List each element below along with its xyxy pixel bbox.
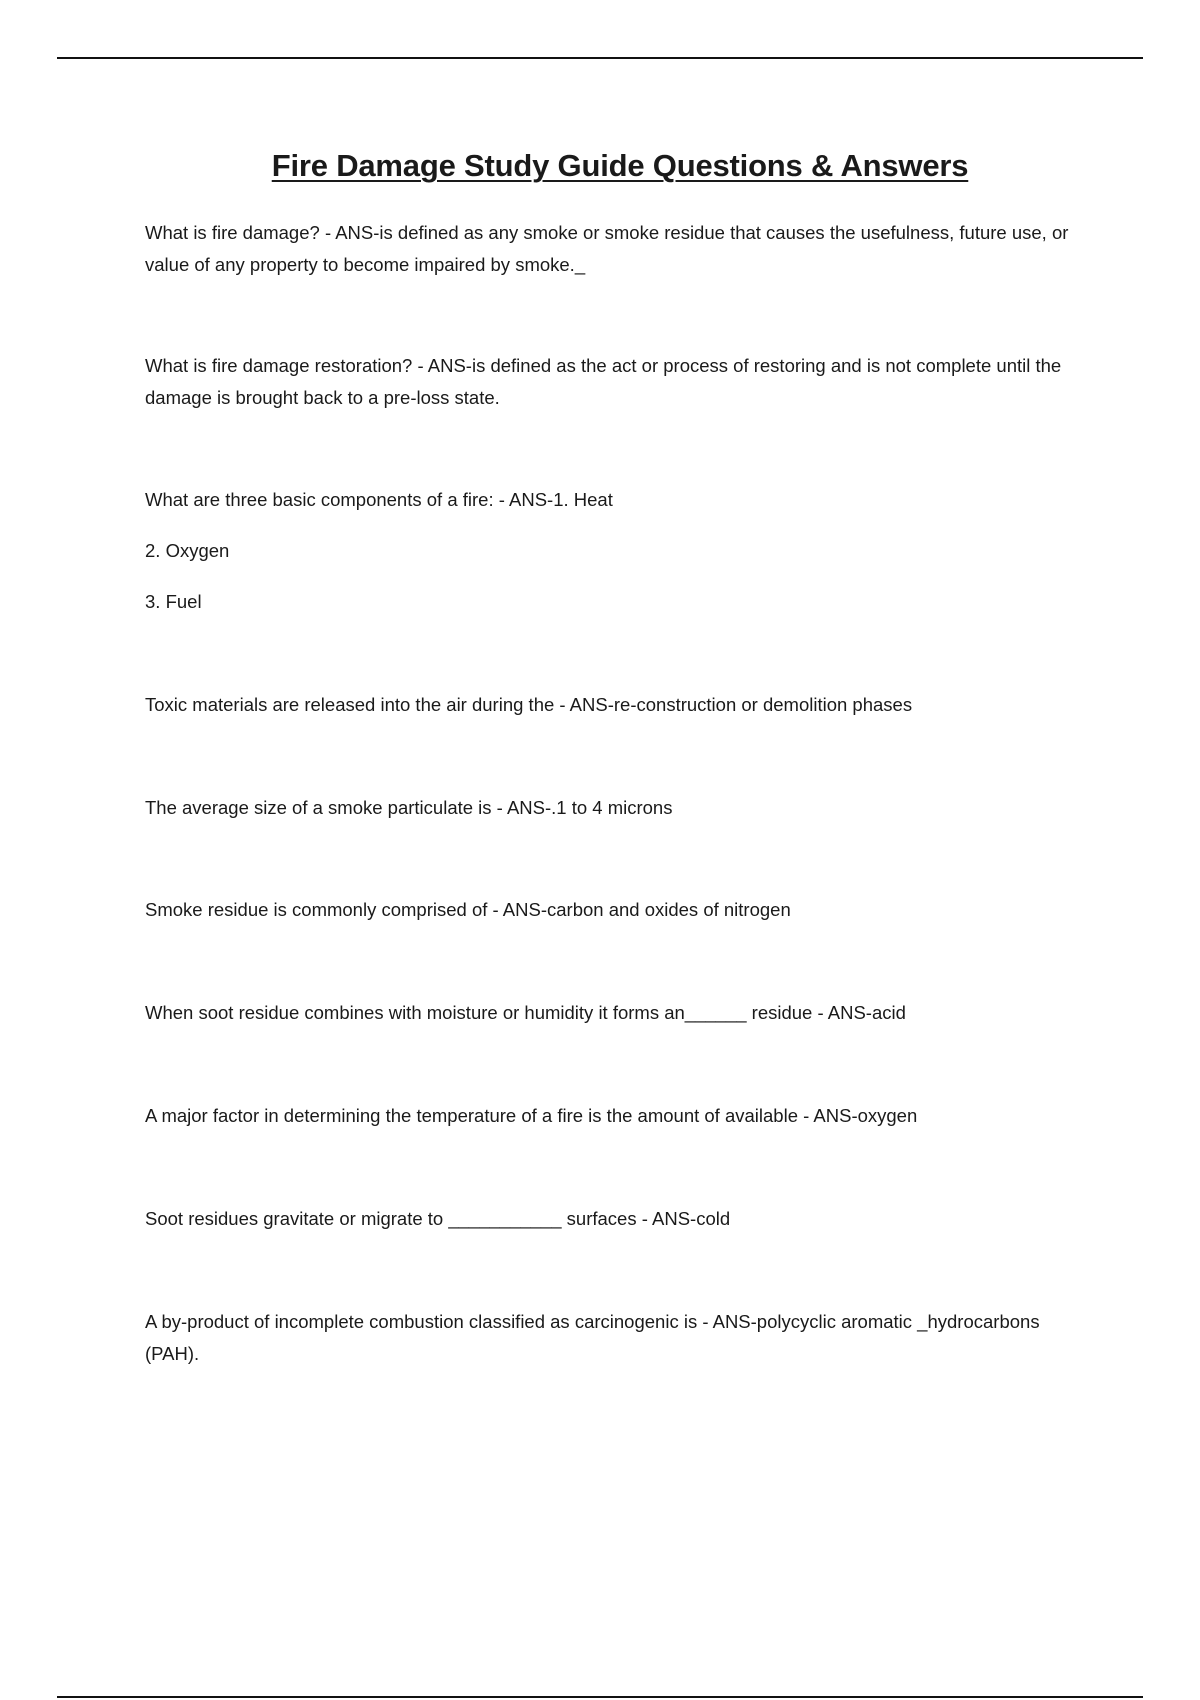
qa-item-5: [145, 792, 672, 824]
qa-item-7: [145, 997, 906, 1029]
qa-item-2: [145, 350, 1095, 414]
qa-item-1: [145, 217, 1095, 281]
bottom-rule: [57, 1696, 1143, 1698]
qa-item-3: [145, 484, 613, 516]
qa-text: When soot residue combines with moisture or humidity it forms an______ residue - ANS-acid: [145, 1002, 906, 1023]
qa-item-9: [145, 1203, 730, 1235]
qa-continuation: 2. Oxygen: [145, 540, 230, 561]
qa-item-3-line-3: [145, 586, 202, 618]
qa-text: What is fire damage? - ANS-is defined as any smoke or smoke residue that causes the usefulness, future use, or value of any property to become impaired by smoke._: [145, 222, 1069, 275]
top-rule: [57, 57, 1143, 59]
qa-text: Soot residues gravitate or migrate to ___________ surfaces - ANS-cold: [145, 1208, 731, 1229]
qa-item-10: [145, 1306, 1095, 1370]
qa-text: What are three basic components of a fire: - ANS-1. Heat: [145, 489, 613, 510]
qa-item-6: [145, 894, 791, 926]
qa-item-4: [145, 689, 912, 721]
qa-item-8: [145, 1100, 917, 1132]
qa-text: Toxic materials are released into the air during the - ANS-re-construction or demolition phases: [145, 694, 913, 715]
qa-continuation: 3. Fuel: [145, 591, 202, 612]
qa-text: What is fire damage restoration? - ANS-is defined as the act or process of restoring and is not complete until the damage is brought back to a pre-loss state.: [145, 355, 1062, 408]
qa-item-3-line-2: [145, 535, 229, 567]
document-title: Fire Damage Study Guide Questions & Answers: [271, 148, 969, 183]
qa-text: Smoke residue is commonly comprised of - ANS-carbon and oxides of nitrogen: [145, 899, 791, 920]
qa-text: The average size of a smoke particulate is - ANS-.1 to 4 microns: [145, 797, 673, 818]
qa-text: A by-product of incomplete combustion classified as carcinogenic is - ANS-polycyclic aromatic _hydrocarbons (PAH).: [145, 1311, 1040, 1364]
qa-text: A major factor in determining the temperature of a fire is the amount of available - ANS-oxygen: [145, 1105, 918, 1126]
